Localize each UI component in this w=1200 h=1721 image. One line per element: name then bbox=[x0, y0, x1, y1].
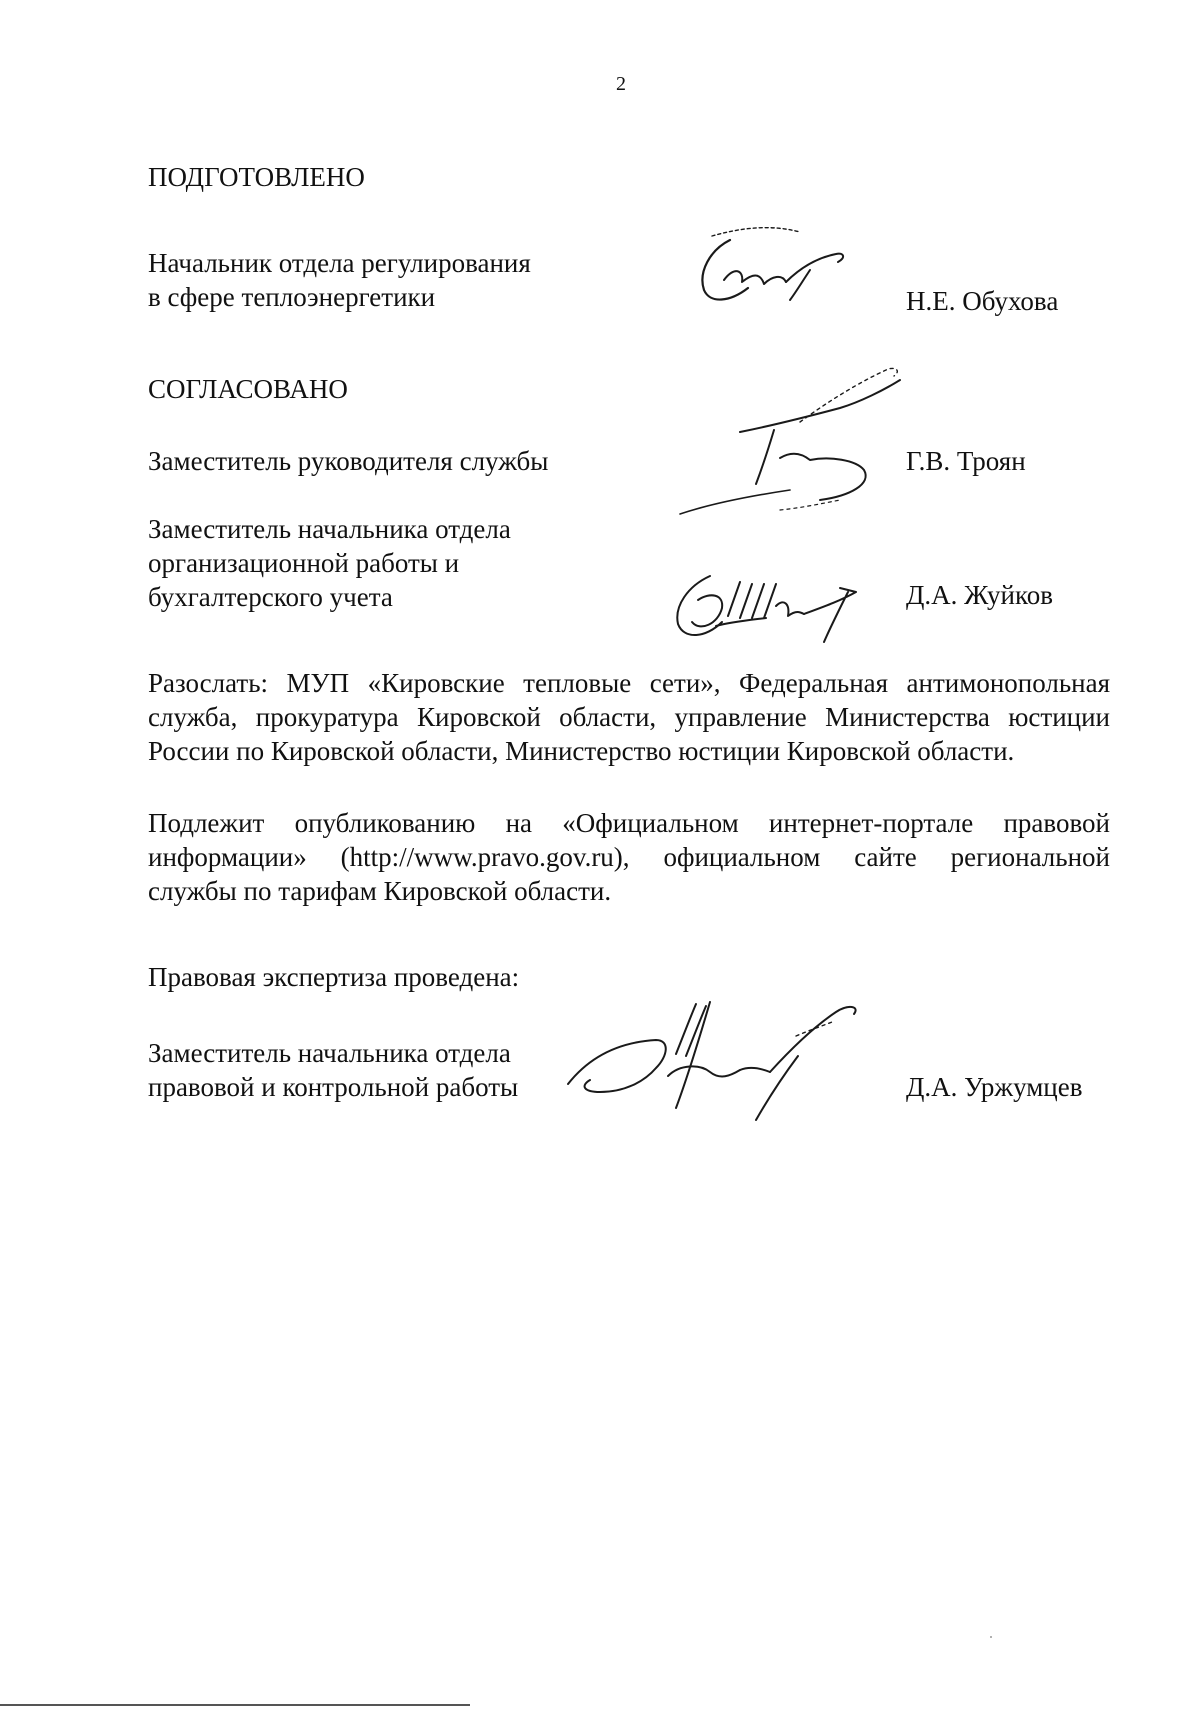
publication-line-3: службы по тарифам Кировской области. bbox=[148, 876, 612, 906]
legal-review-signer-name: Д.А. Уржумцев bbox=[906, 1072, 1083, 1102]
agreed-signer-1-position-line-1: Заместитель руководителя службы bbox=[148, 446, 549, 476]
distribution-paragraph bbox=[148, 666, 1110, 768]
prepared-heading: ПОДГОТОВЛЕНО bbox=[148, 162, 365, 192]
agreed-signer-2-position-line-1: Заместитель начальника отдела bbox=[148, 514, 511, 544]
signature-troyan bbox=[670, 360, 930, 520]
distribution-line-2: служба, прокуратура Кировской области, управление Министерства юстиции bbox=[148, 702, 1110, 732]
page-number: 2 bbox=[616, 73, 626, 95]
signature-obukhova bbox=[690, 222, 860, 312]
legal-review-position-line-1: Заместитель начальника отдела bbox=[148, 1038, 511, 1068]
agreed-heading: СОГЛАСОВАНО bbox=[148, 374, 348, 404]
legal-review-heading: Правовая экспертиза проведена: bbox=[148, 962, 520, 992]
agreed-signer-2-position-line-2: организационной работы и bbox=[148, 548, 460, 578]
page-bottom-rule bbox=[0, 1704, 470, 1706]
prepared-signer-name: Н.Е. Обухова bbox=[906, 286, 1059, 316]
publication-line-2: информации» (http://www.pravo.gov.ru), официальном сайте региональной bbox=[148, 842, 1110, 872]
publication-paragraph bbox=[148, 806, 1110, 908]
prepared-position-line-2: в сфере теплоэнергетики bbox=[148, 282, 436, 312]
signature-zhuikov bbox=[670, 562, 890, 652]
agreed-signer-2-name: Д.А. Жуйков bbox=[906, 580, 1053, 610]
signature-urzhumtsev bbox=[560, 996, 880, 1126]
distribution-line-3: России по Кировской области, Министерство юстиции Кировской области. bbox=[148, 736, 1015, 766]
prepared-position-line-1: Начальник отдела регулирования bbox=[148, 248, 531, 278]
distribution-line-1: Разослать: МУП «Кировские тепловые сети», Федеральная антимонопольная bbox=[148, 668, 1110, 698]
agreed-signer-1-name: Г.В. Троян bbox=[906, 446, 1026, 476]
agreed-signer-2-position-line-3: бухгалтерского учета bbox=[148, 582, 393, 612]
publication-line-1: Подлежит опубликованию на «Официальном интернет-портале правовой bbox=[148, 808, 1110, 838]
legal-review-position-line-2: правовой и контрольной работы bbox=[148, 1072, 519, 1102]
scan-speck bbox=[990, 1636, 992, 1638]
